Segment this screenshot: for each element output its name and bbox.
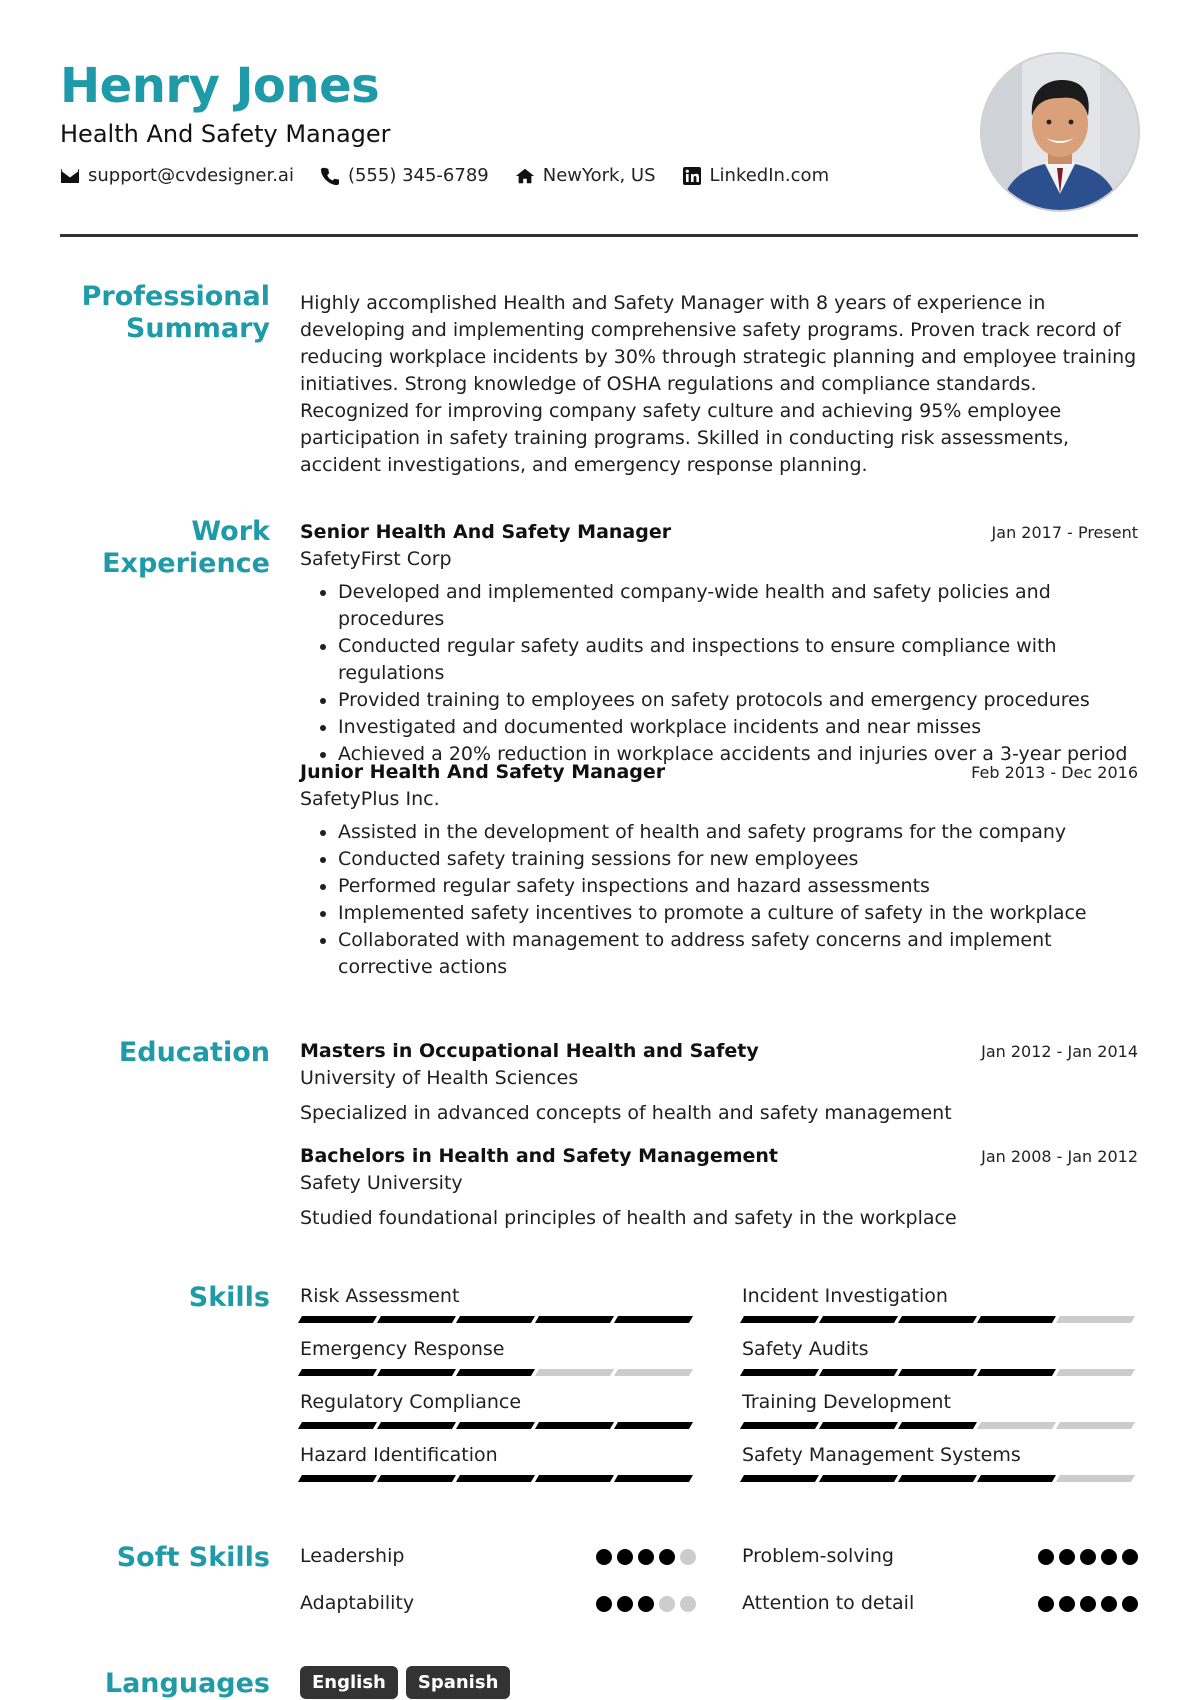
skill-level-segment <box>898 1422 977 1429</box>
skill-level-segment <box>819 1316 898 1323</box>
summary-heading-line1: Professional <box>81 281 270 312</box>
skill-level-segment <box>819 1475 898 1482</box>
skill-level-segment <box>535 1475 614 1482</box>
skill-level-bar <box>742 1422 1138 1429</box>
skill-name: Incident Investigation <box>742 1285 948 1307</box>
summary-heading-line2: Summary <box>125 313 270 344</box>
experience-heading-line1: Work <box>191 516 270 547</box>
job-bullet: • Provided training to employees on safety protocols and emergency procedures <box>338 687 1138 714</box>
soft-skill-name: Attention to detail <box>742 1592 915 1614</box>
skills-heading: Skills <box>188 1282 270 1313</box>
job-company: SafetyPlus Inc. <box>300 788 440 810</box>
rating-dot <box>1101 1549 1117 1565</box>
job-dates: Feb 2013 - Dec 2016 <box>971 763 1138 782</box>
skill-level-segment <box>819 1422 898 1429</box>
skill-level-segment <box>377 1369 456 1376</box>
rating-dot <box>1038 1549 1054 1565</box>
rating-dot <box>680 1549 696 1565</box>
rating-dot <box>659 1549 675 1565</box>
degree-dates: Jan 2008 - Jan 2012 <box>981 1147 1138 1166</box>
soft-skill-name: Adaptability <box>300 1592 415 1614</box>
degree-description: Studied foundational principles of health and safety in the workplace <box>300 1207 957 1229</box>
job-company: SafetyFirst Corp <box>300 548 452 570</box>
skill-level-segment <box>740 1369 819 1376</box>
contact-location <box>515 165 656 186</box>
skill-item <box>742 1284 1138 1323</box>
job-dates: Jan 2017 - Present <box>991 523 1138 542</box>
skill-name: Safety Management Systems <box>742 1444 1021 1466</box>
skill-item <box>742 1337 1138 1376</box>
skill-level-segment <box>377 1422 456 1429</box>
soft-skill-item <box>742 1543 1138 1570</box>
skill-item <box>300 1390 696 1429</box>
contact-email-text: support@cvdesigner.ai <box>88 165 294 186</box>
skill-level-segment <box>1056 1369 1135 1376</box>
skill-level-segment <box>298 1316 377 1323</box>
skill-name: Emergency Response <box>300 1338 505 1360</box>
skill-level-segment <box>1056 1316 1135 1323</box>
skill-level-segment <box>740 1316 819 1323</box>
skill-level-segment <box>977 1422 1056 1429</box>
rating-dot <box>1101 1596 1117 1612</box>
job-bullets <box>300 579 1138 768</box>
job-bullet: • Developed and implemented company-wide health and safety policies and procedures <box>338 579 1138 633</box>
languages-list <box>300 1666 510 1699</box>
skill-level-segment <box>535 1369 614 1376</box>
job-bullet: • Performed regular safety inspections and hazard assessments <box>338 873 1138 900</box>
job-entry <box>300 759 1138 981</box>
rating-dot <box>1038 1596 1054 1612</box>
experience-heading <box>60 516 270 580</box>
skill-level-segment <box>614 1369 693 1376</box>
skill-level-segment <box>535 1422 614 1429</box>
rating-dot <box>638 1596 654 1612</box>
candidate-title: Health And Safety Manager <box>60 120 391 148</box>
soft-skill-name: Problem-solving <box>742 1545 894 1567</box>
skill-name: Training Development <box>742 1391 951 1413</box>
skill-level-segment <box>898 1316 977 1323</box>
contact-location-text: NewYork, US <box>542 165 656 186</box>
job-bullet: • Achieved a 20% reduction in workplace accidents and injuries over a 3-year period <box>338 741 1138 768</box>
education-entry <box>300 1143 1138 1232</box>
skill-level-segment <box>377 1316 456 1323</box>
skill-name: Risk Assessment <box>300 1285 460 1307</box>
soft-skill-item <box>300 1590 696 1617</box>
candidate-name: Henry Jones <box>60 58 380 114</box>
rating-dot <box>1059 1549 1075 1565</box>
soft-skills-heading: Soft Skills <box>116 1542 270 1573</box>
job-entry <box>300 519 1138 768</box>
job-bullet: • Assisted in the development of health and safety programs for the company <box>338 819 1138 846</box>
skill-level-bar <box>742 1316 1138 1323</box>
rating-dot <box>596 1549 612 1565</box>
job-bullet: • Conducted safety training sessions for new employees <box>338 846 1138 873</box>
skill-level-segment <box>298 1369 377 1376</box>
contact-phone[interactable] <box>320 165 489 186</box>
skill-level-segment <box>977 1316 1056 1323</box>
job-title: Junior Health And Safety Manager <box>300 761 666 783</box>
job-bullet: • Investigated and documented workplace incidents and near misses <box>338 714 1138 741</box>
skill-level-segment <box>819 1369 898 1376</box>
rating-dot <box>1080 1596 1096 1612</box>
skill-level-segment <box>977 1475 1056 1482</box>
job-bullet: • Collaborated with management to address safety concerns and implement corrective actions <box>338 927 1138 981</box>
skill-level-segment <box>377 1475 456 1482</box>
rating-dot <box>1122 1549 1138 1565</box>
skill-name: Regulatory Compliance <box>300 1391 522 1413</box>
skill-level-bar <box>300 1316 696 1323</box>
rating-dot <box>1080 1549 1096 1565</box>
language-tag: Spanish <box>406 1666 511 1699</box>
skill-name: Safety Audits <box>742 1338 869 1360</box>
rating-dot <box>596 1596 612 1612</box>
skill-level-segment <box>298 1422 377 1429</box>
skill-level-segment <box>456 1422 535 1429</box>
job-title: Senior Health And Safety Manager <box>300 521 672 543</box>
contact-email[interactable] <box>60 165 294 186</box>
contact-linkedin-text: LinkedIn.com <box>709 165 830 186</box>
header-divider <box>60 234 1138 237</box>
skill-level-segment <box>1056 1475 1135 1482</box>
language-tag: English <box>300 1666 398 1699</box>
skill-item <box>742 1443 1138 1482</box>
soft-skill-rating <box>596 1596 696 1612</box>
degree-dates: Jan 2012 - Jan 2014 <box>981 1042 1138 1061</box>
soft-skill-rating <box>1038 1596 1138 1612</box>
contact-phone-text: (555) 345-6789 <box>347 165 489 186</box>
skill-item <box>300 1443 696 1482</box>
contact-linkedin[interactable] <box>682 165 830 186</box>
skill-level-segment <box>614 1422 693 1429</box>
rating-dot <box>1059 1596 1075 1612</box>
soft-skill-item <box>300 1543 696 1570</box>
skill-level-bar <box>300 1369 696 1376</box>
skill-level-segment <box>456 1475 535 1482</box>
skill-level-segment <box>456 1316 535 1323</box>
rating-dot <box>1122 1596 1138 1612</box>
rating-dot <box>659 1596 675 1612</box>
soft-skill-rating <box>596 1549 696 1565</box>
rating-dot <box>638 1549 654 1565</box>
job-bullets <box>300 819 1138 981</box>
rating-dot <box>680 1596 696 1612</box>
degree-title: Masters in Occupational Health and Safety <box>300 1040 759 1062</box>
skill-item <box>742 1390 1138 1429</box>
skill-item <box>300 1337 696 1376</box>
skill-level-segment <box>740 1422 819 1429</box>
job-bullet: • Conducted regular safety audits and inspections to ensure compliance with regulations <box>338 633 1138 687</box>
skill-level-bar <box>300 1422 696 1429</box>
degree-title: Bachelors in Health and Safety Management <box>300 1145 778 1167</box>
summary-heading <box>60 281 270 345</box>
home-icon <box>515 167 535 185</box>
skill-level-segment <box>977 1369 1056 1376</box>
education-entry <box>300 1038 1138 1127</box>
profile-photo <box>980 52 1140 212</box>
skill-level-bar <box>300 1475 696 1482</box>
skill-level-segment <box>456 1369 535 1376</box>
rating-dot <box>617 1596 633 1612</box>
skill-level-segment <box>535 1316 614 1323</box>
skill-level-segment <box>740 1475 819 1482</box>
envelope-icon <box>60 167 80 185</box>
skill-level-segment <box>898 1369 977 1376</box>
skills-grid <box>300 1284 1138 1482</box>
degree-description: Specialized in advanced concepts of health and safety management <box>300 1102 952 1124</box>
summary-text: Highly accomplished Health and Safety Manager with 8 years of experience in developing and implementing comprehensive safety programs. Proven track record of reducing workplace incidents by 30% through strategic planning and employee training initiatives. Strong knowledge of OSHA regulations and compliance standards. Recognized for improving company safety culture and achieving 95% employee participation in safety training programs. Skilled in conducting risk assessments, accident investigations, and emergency response planning. <box>300 292 1137 476</box>
soft-skill-name: Leadership <box>300 1545 405 1567</box>
school-name: University of Health Sciences <box>300 1067 579 1089</box>
skill-level-segment <box>298 1475 377 1482</box>
skill-level-bar <box>742 1369 1138 1376</box>
skill-item <box>300 1284 696 1323</box>
school-name: Safety University <box>300 1172 463 1194</box>
skill-level-bar <box>742 1475 1138 1482</box>
skill-level-segment <box>614 1316 693 1323</box>
linkedin-icon <box>682 167 702 185</box>
experience-heading-line2: Experience <box>102 548 270 579</box>
soft-skills-grid <box>300 1543 1138 1617</box>
soft-skill-item <box>742 1590 1138 1617</box>
skill-level-segment <box>1056 1422 1135 1429</box>
contact-bar <box>60 165 829 186</box>
rating-dot <box>617 1549 633 1565</box>
skill-name: Hazard Identification <box>300 1444 498 1466</box>
education-heading: Education <box>118 1037 270 1068</box>
skill-level-segment <box>898 1475 977 1482</box>
phone-icon <box>320 167 340 185</box>
languages-heading: Languages <box>104 1668 270 1699</box>
soft-skill-rating <box>1038 1549 1138 1565</box>
job-bullet: • Implemented safety incentives to promote a culture of safety in the workplace <box>338 900 1138 927</box>
profile-photo-illustration <box>982 54 1138 210</box>
skill-level-segment <box>614 1475 693 1482</box>
